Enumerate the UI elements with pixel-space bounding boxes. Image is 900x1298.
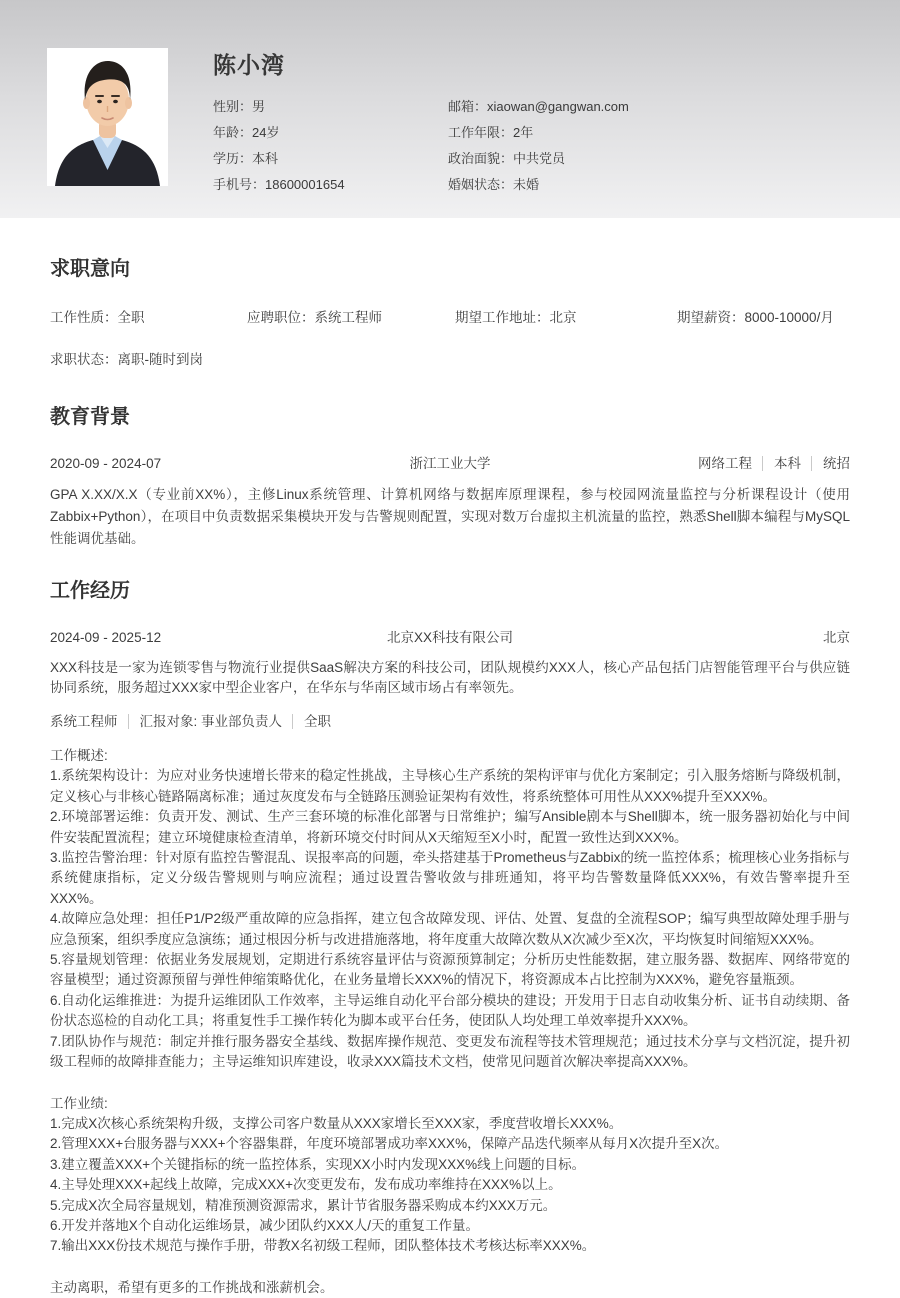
education-tags bbox=[491, 452, 851, 472]
info-political-status-value: 中共党员 bbox=[513, 150, 566, 166]
info-email-value: xiaowan@gangwan.com bbox=[487, 98, 629, 114]
job-intent-row bbox=[50, 306, 850, 326]
work-period: 2024-09 - 2025-12 bbox=[50, 630, 162, 645]
info-degree-label: 学历： bbox=[213, 150, 253, 166]
info-political-status bbox=[448, 148, 850, 167]
education-description: GPA X.XX/X.X（专业前XX%），主修Linux系统管理、计算机网络与数据库原理课程，参与校园网流量监控与分析课程设计（使用Zabbix+Python），在项目中负责数据采集模块开发与告警规则配置，实现对数万台虚拟主机流量的监控，熟悉Shell脚本编程与MySQL性能调优基础。 bbox=[50, 487, 850, 546]
achievement-item-5: 5.完成X次全局容量规划，精准预测资源需求，累计节省服务器采购成本约XXX万元。 bbox=[50, 1197, 557, 1213]
info-gender-label: 性别： bbox=[213, 98, 253, 114]
work-company: 北京XX科技有限公司 bbox=[386, 630, 513, 645]
info-experience-years-value: 2年 bbox=[513, 124, 534, 140]
info-phone-label: 手机号： bbox=[213, 176, 266, 192]
work-achievements-block bbox=[50, 1094, 850, 1257]
company-intro: XXX科技是一家为连锁零售与物流行业提供SaaS解决方案的科技公司，团队规模约XXX人，核心产品包括门店智能管理平台与供应链协同系统，服务超过XXX家中型企业客户，在华东与华南区域市场占有率领先。 bbox=[50, 660, 850, 695]
overview-item-1: 1.系统架构设计：为应对业务快速增长带来的稳定性挑战，主导核心生产系统的架构评审与优化方案制定；引入服务熔断与降级机制，定义核心与非核心链路隔离标准；通过灰度发布与全链路压测验证架构有效性，将系统整体可用性从XXX%提升至XXX%。 bbox=[50, 768, 850, 804]
overview-item-7: 7.团队协作与规范：制定并推行服务器安全基线、数据库操作规范、变更发布流程等技术管理规范；通过技术分享与文档沉淀，提升初级工程师的故障排查能力；主导运维知识库建设，收录XXX篇技术文档，使常见问题首次解决率提高XXX%。 bbox=[50, 1033, 850, 1070]
achievement-item-3: 3.建立覆盖XXX+个关键指标的统一监控体系，实现XX小时内发现XXX%线上问题的目标。 bbox=[50, 1156, 586, 1172]
intent-job-type bbox=[50, 306, 247, 326]
overview-item-2: 2.环境部署运维：负责开发、测试、生产三套环境的标准化部署与日常维护；编写Ansible剧本与Shell脚本，统一服务器初始化与中间件安装配置流程；建立环境健康检查清单，将新环境交付时间从X天缩短至X小时，配置一致性达到XXX%。 bbox=[50, 809, 850, 845]
intent-position-label: 应聘职位： bbox=[247, 310, 315, 325]
profile-photo-image bbox=[47, 48, 168, 186]
section-education bbox=[50, 404, 850, 550]
section-title-education: 教育背景 bbox=[50, 406, 130, 428]
education-degree: 本科 bbox=[762, 456, 801, 471]
basic-info-grid bbox=[213, 92, 850, 196]
work-entry-row bbox=[50, 626, 850, 646]
education-period: 2020-09 - 2024-07 bbox=[50, 456, 162, 471]
profile-photo bbox=[47, 48, 168, 186]
intent-location bbox=[455, 306, 677, 326]
section-work-experience bbox=[50, 578, 850, 1298]
section-title-job-intent: 求职意向 bbox=[50, 258, 130, 280]
job-report-to: 汇报对象: 事业部负责人 bbox=[128, 714, 283, 729]
info-age-value: 24岁 bbox=[252, 124, 280, 140]
intent-salary-label: 期望薪资： bbox=[677, 310, 745, 325]
achievement-item-2: 2.管理XXX+台服务器与XXX+个容器集群，年度环境部署成功率XXX%，保障产品迭代频率从每月X次提升至X次。 bbox=[50, 1136, 729, 1152]
job-meta-row bbox=[50, 710, 850, 730]
work-location: 北京 bbox=[823, 630, 850, 645]
achievement-item-4: 4.主导处理XXX+起线上故障，完成XXX+次变更发布，发布成功率维持在XXX%以上。 bbox=[50, 1177, 562, 1193]
info-age-label: 年龄： bbox=[213, 124, 253, 140]
intent-position-value: 系统工程师 bbox=[314, 310, 382, 325]
overview-item-6: 6.自动化运维推进：为提升运维团队工作效率，主导运维自动化平台部分模块的建设；开发用于日志自动收集分析、证书自动续期、备份状态巡检的自动化工具；将重复性手工操作转化为脚本或平台任务，使团队人均处理工单效率提升XXX%。 bbox=[50, 992, 850, 1029]
education-major: 网络工程 bbox=[698, 456, 752, 471]
work-overview-title: 工作概述: bbox=[50, 748, 108, 763]
achievement-item-7: 7.输出XXX份技术规范与操作手册，带教X名初级工程师，团队整体技术考核达标率XXX%。 bbox=[50, 1238, 596, 1254]
resume-header bbox=[0, 0, 900, 218]
info-email-label: 邮箱： bbox=[448, 98, 488, 114]
intent-status-label: 求职状态： bbox=[50, 352, 118, 367]
info-experience-years-label: 工作年限： bbox=[448, 124, 514, 140]
work-achievements-title: 工作业绩: bbox=[50, 1095, 108, 1111]
resume-body bbox=[0, 256, 900, 1298]
info-degree bbox=[213, 148, 448, 167]
intent-job-type-label: 工作性质： bbox=[50, 310, 118, 325]
intent-status-value: 离职-随时到岗 bbox=[117, 352, 203, 367]
info-phone-value: 18600001654 bbox=[265, 176, 345, 192]
overview-item-4: 4.故障应急处理：担任P1/P2级严重故障的应急指挥，建立包含故障发现、评估、处置、复盘的全流程SOP；编写典型故障处理手册与应急预案，组织季度应急演练；通过根因分析与改进措施落地，将年度重大故障次数从X次减少至X次，平均恢复时间缩短XXX%。 bbox=[50, 911, 850, 947]
intent-location-label: 期望工作地址： bbox=[455, 310, 550, 325]
intent-salary-value: 8000-10000/月 bbox=[744, 310, 834, 325]
intent-status bbox=[50, 348, 850, 368]
info-marital-status-value: 未婚 bbox=[513, 176, 540, 192]
intent-job-type-value: 全职 bbox=[117, 310, 145, 325]
info-experience-years bbox=[448, 122, 850, 141]
achievement-item-6: 6.开发并落地X个自动化运维场景，减少团队约XXX人/天的重复工作量。 bbox=[50, 1217, 480, 1233]
info-age bbox=[213, 122, 448, 141]
info-gender-value: 男 bbox=[252, 98, 266, 114]
candidate-name: 陈小湾 bbox=[213, 52, 285, 78]
education-school: 浙江工业大学 bbox=[409, 456, 491, 471]
info-marital-status bbox=[448, 174, 850, 193]
intent-salary bbox=[677, 306, 850, 326]
leave-reason: 主动离职，希望有更多的工作挑战和涨薪机会。 bbox=[50, 1279, 334, 1295]
achievement-item-1: 1.完成X次核心系统架构升级，支撑公司客户数量从XXX家增长至XXX家，季度营收增长XXX%。 bbox=[50, 1115, 623, 1131]
intent-location-value: 北京 bbox=[549, 310, 577, 325]
intent-position bbox=[247, 306, 455, 326]
overview-item-3: 3.监控告警治理：针对原有监控告警混乱、误报率高的问题，牵头搭建基于Prometheus与Zabbix的统一监控体系；梳理核心业务指标与系统健康指标，定义分级告警规则与响应流程；通过设置告警收敛与排班通知，将平均告警数量降低XXX%，有效告警率提升至XXX%。 bbox=[50, 850, 850, 906]
overview-item-5: 5.容量规划管理：依据业务发展规划，定期进行系统容量评估与资源预算制定；分析历史性能数据，建立服务器、数据库、网络带宽的容量模型；通过资源预留与弹性伸缩策略优化，在业务量增长XXX%的情况下，将资源成本占比控制为XXX%，避免容量瓶颈。 bbox=[50, 952, 850, 988]
info-degree-value: 本科 bbox=[252, 150, 279, 166]
work-overview-block bbox=[50, 746, 850, 1073]
info-political-status-label: 政治面貌： bbox=[448, 150, 514, 166]
education-entry-row bbox=[50, 452, 850, 472]
section-job-intent bbox=[50, 256, 850, 368]
job-type: 全职 bbox=[292, 714, 331, 729]
info-phone bbox=[213, 174, 448, 193]
education-enrollment-type: 统招 bbox=[811, 456, 850, 471]
job-title: 系统工程师 bbox=[50, 714, 118, 729]
info-gender bbox=[213, 96, 448, 115]
section-title-work-experience: 工作经历 bbox=[50, 580, 130, 602]
info-email bbox=[448, 96, 850, 115]
info-marital-status-label: 婚姻状态： bbox=[448, 176, 514, 192]
